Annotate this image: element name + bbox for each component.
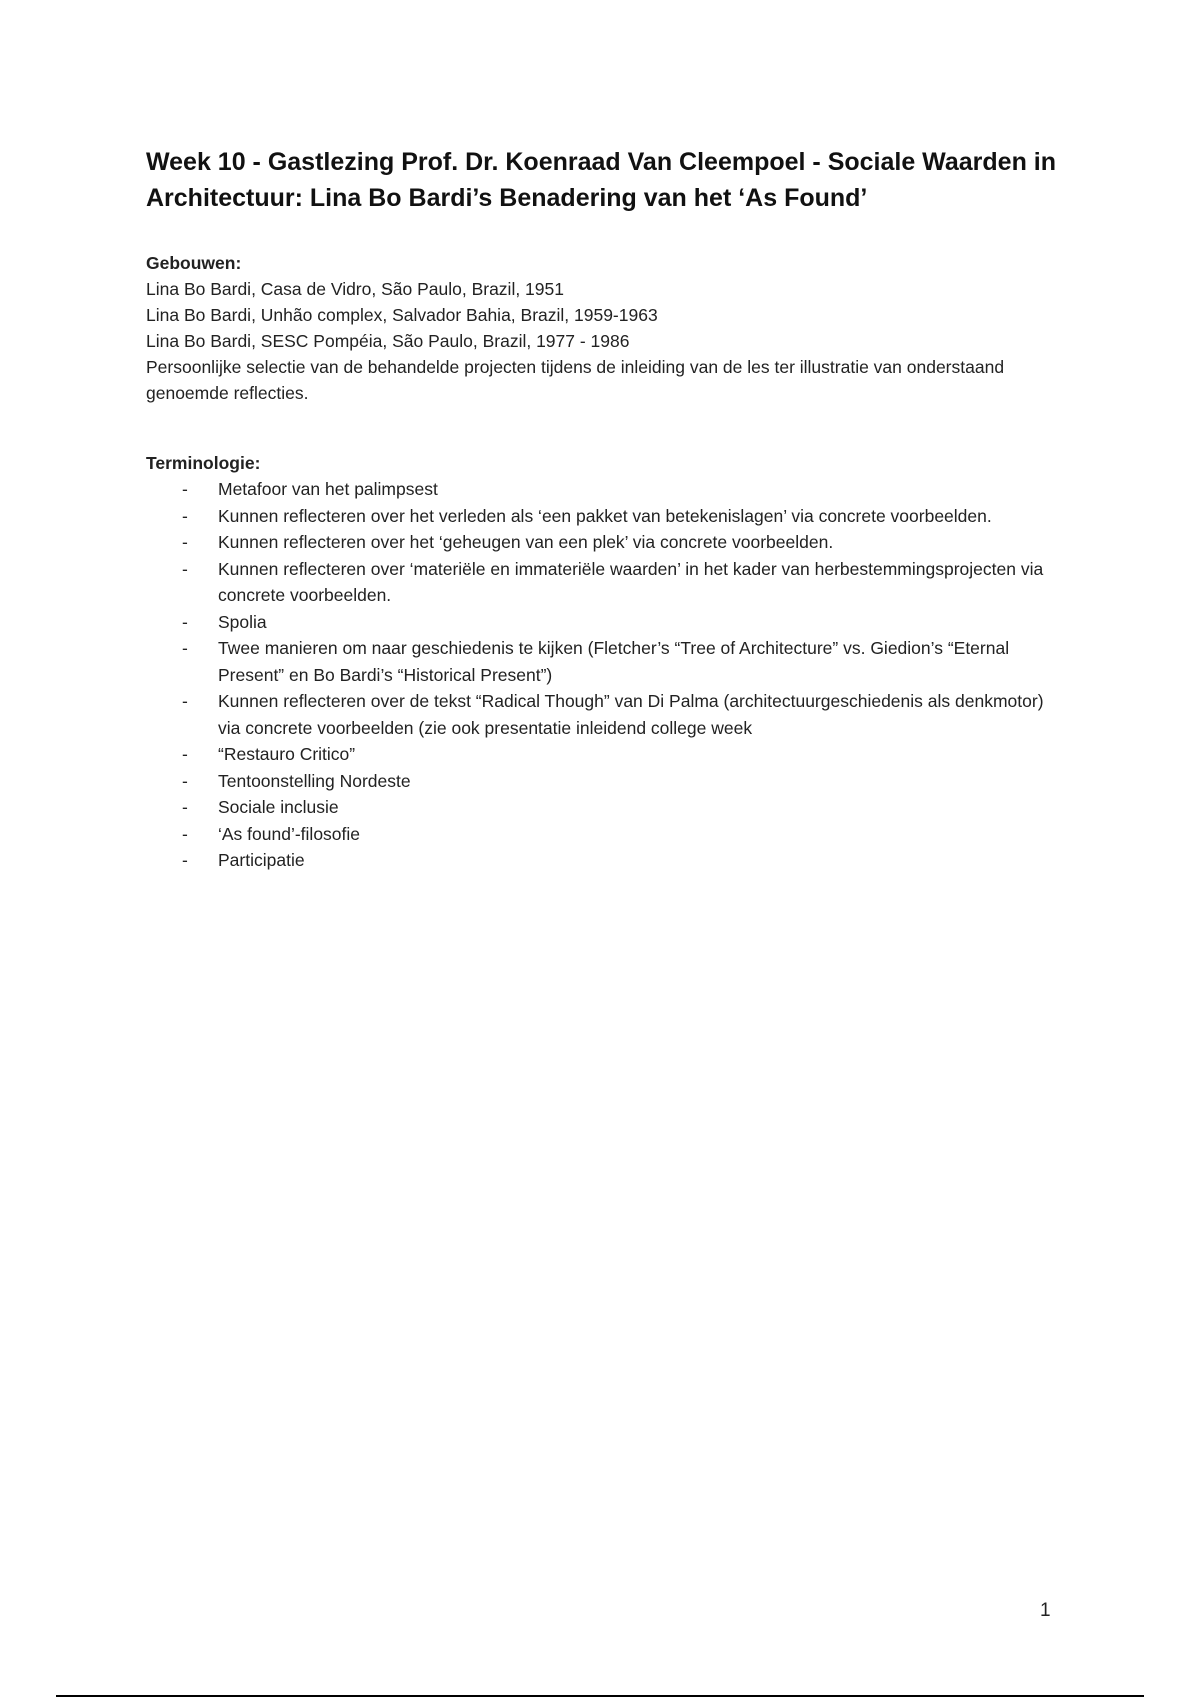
bullet-dash: - [182,744,188,764]
terminology-section [146,450,1066,874]
list-item-text: Metafoor van het palimpsest [218,479,438,499]
list-item [146,821,1066,848]
list-item-text: Kunnen reflecteren over het verleden als ‘een pakket van betekenislagen’ via concrete voorbeelden. [218,505,992,526]
list-item [146,503,1066,530]
footer-divider [56,1695,1144,1697]
bullet-dash: - [182,505,188,526]
building-line: Lina Bo Bardi, SESC Pompéia, São Paulo, Brazil, 1977 - 1986 [146,331,630,351]
list-item [146,556,1066,609]
list-item-text: ‘As found’-filosofie [218,823,361,844]
list-item-text: “Restauro Critico” [218,744,356,764]
list-item [146,847,1066,874]
bullet-dash: - [182,850,188,870]
list-item-text: Spolia [218,611,267,632]
list-item-text: Kunnen reflecteren over het ‘geheugen van een plek’ via concrete voorbeelden. [218,532,834,552]
list-item [146,768,1066,795]
list-item [146,741,1066,768]
building-line: Lina Bo Bardi, Casa de Vidro, São Paulo, Brazil, 1951 [146,279,564,299]
list-item-text: Tentoonstelling Nordeste [218,770,411,791]
bullet-dash: - [182,691,188,711]
list-item-text: Participatie [218,850,305,870]
page-number: 1 [1040,1600,1051,1621]
bullet-dash: - [182,558,188,579]
list-item-text: Kunnen reflecteren over ‘materiële en immateriële waarden’ in het kader van herbestemmingsprojecten via concrete voorbeelden. [218,558,1044,605]
list-item-text: Kunnen reflecteren over de tekst “Radical Though” van Di Palma (architectuurgeschiedenis als denkmotor) via concrete voorbeelden (zie ook presentatie inleidend college week [218,691,1044,738]
list-item [146,609,1066,636]
list-item [146,476,1066,503]
terminology-heading: Terminologie: [146,453,261,473]
bullet-dash: - [182,770,188,791]
building-line: Lina Bo Bardi, Unhão complex, Salvador Bahia, Brazil, 1959-1963 [146,305,658,325]
list-item [146,688,1066,741]
buildings-section [146,250,1066,406]
list-item [146,794,1066,821]
terminology-list [146,476,1066,874]
list-item [146,635,1066,688]
list-item-text: Sociale inclusie [218,797,339,817]
bullet-dash: - [182,797,188,817]
list-item [146,529,1066,556]
selection-note: Persoonlijke selectie van de behandelde projecten tijdens de inleiding van de les ter illustratie van onderstaand genoemde reflecties. [146,357,1005,403]
list-item-text: Twee manieren om naar geschiedenis te kijken (Fletcher’s “Tree of Architecture” vs. Giedion’s “Eternal Present” en Bo Bardi’s “Historical Present”) [218,638,1010,685]
bullet-dash: - [182,479,188,499]
bullet-dash: - [182,532,188,552]
bullet-dash: - [182,823,188,844]
bullet-dash: - [182,638,188,658]
document-title: Week 10 - Gastlezing Prof. Dr. Koenraad Van Cleempoel - Sociale Waarden in Architectuur: Lina Bo Bardi’s Benadering van het ‘As Found’ [146,148,1056,212]
bullet-dash: - [182,611,188,632]
buildings-heading: Gebouwen: [146,253,242,273]
